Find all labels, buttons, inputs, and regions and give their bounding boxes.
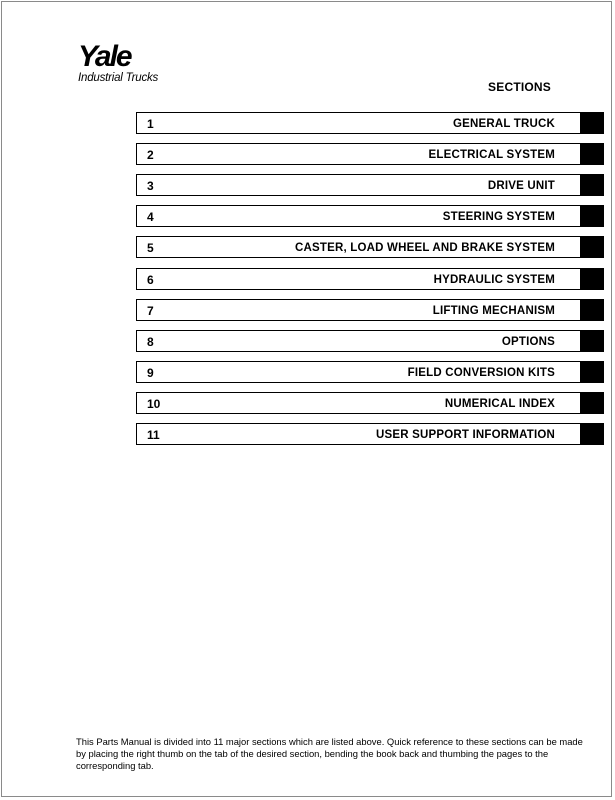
section-row-8[interactable] <box>136 330 604 352</box>
section-number: 9 <box>147 366 154 380</box>
section-number: 3 <box>147 179 154 193</box>
section-thumb-tab[interactable] <box>580 143 604 165</box>
document-page <box>1 1 612 797</box>
section-row-6[interactable] <box>136 268 604 290</box>
section-row-3[interactable] <box>136 174 604 196</box>
section-number: 8 <box>147 335 154 349</box>
logo-subtitle: Industrial Trucks <box>78 72 159 84</box>
sections-heading: SECTIONS <box>488 80 551 94</box>
section-thumb-tab[interactable] <box>580 392 604 414</box>
section-title: ELECTRICAL SYSTEM <box>428 149 555 161</box>
section-row-4[interactable] <box>136 205 604 227</box>
section-title: STEERING SYSTEM <box>442 211 555 223</box>
section-title: GENERAL TRUCK <box>452 118 555 130</box>
section-box[interactable] <box>136 143 581 165</box>
section-box[interactable] <box>136 392 581 414</box>
section-thumb-tab[interactable] <box>580 361 604 383</box>
section-thumb-tab[interactable] <box>580 236 604 258</box>
section-thumb-tab[interactable] <box>580 423 604 445</box>
section-row-7[interactable] <box>136 299 604 321</box>
section-thumb-tab[interactable] <box>580 299 604 321</box>
section-title: OPTIONS <box>501 336 555 348</box>
section-box[interactable] <box>136 299 581 321</box>
section-number: 4 <box>147 210 154 224</box>
section-box[interactable] <box>136 268 581 290</box>
section-number: 1 <box>147 117 154 131</box>
section-box[interactable] <box>136 205 581 227</box>
section-box[interactable] <box>136 330 581 352</box>
intro-paragraph: This Parts Manual is divided into 11 major sections which are listed above. Quick reference to these sections can be made by placing the right thumb on the tab of the desired section, bending the book back and thumbing the pages to the corresponding tab. <box>76 736 583 772</box>
section-title: USER SUPPORT INFORMATION <box>375 429 555 441</box>
section-number: 6 <box>147 273 154 287</box>
section-number: 10 <box>147 397 161 411</box>
section-row-11[interactable] <box>136 423 604 445</box>
section-box[interactable] <box>136 361 581 383</box>
section-box[interactable] <box>136 236 581 258</box>
section-thumb-tab[interactable] <box>580 268 604 290</box>
section-title: CASTER, LOAD WHEEL AND BRAKE SYSTEM <box>294 242 555 254</box>
section-thumb-tab[interactable] <box>580 112 604 134</box>
section-number: 2 <box>147 148 154 162</box>
section-row-10[interactable] <box>136 392 604 414</box>
section-number: 7 <box>147 304 154 318</box>
section-number: 11 <box>147 428 160 442</box>
yale-logo <box>78 42 188 84</box>
section-number: 5 <box>147 241 154 255</box>
section-thumb-tab[interactable] <box>580 174 604 196</box>
section-row-9[interactable] <box>136 361 604 383</box>
section-box[interactable] <box>136 112 581 134</box>
section-title: LIFTING MECHANISM <box>432 305 555 317</box>
section-row-5[interactable] <box>136 236 604 258</box>
section-box[interactable] <box>136 423 581 445</box>
section-title: DRIVE UNIT <box>487 180 555 192</box>
logo-brand: Yale <box>78 40 131 73</box>
section-row-2[interactable] <box>136 143 604 165</box>
section-row-1[interactable] <box>136 112 604 134</box>
section-thumb-tab[interactable] <box>580 205 604 227</box>
section-box[interactable] <box>136 174 581 196</box>
section-title: FIELD CONVERSION KITS <box>407 367 555 379</box>
section-title: NUMERICAL INDEX <box>444 398 555 410</box>
section-title: HYDRAULIC SYSTEM <box>433 274 555 286</box>
section-thumb-tab[interactable] <box>580 330 604 352</box>
